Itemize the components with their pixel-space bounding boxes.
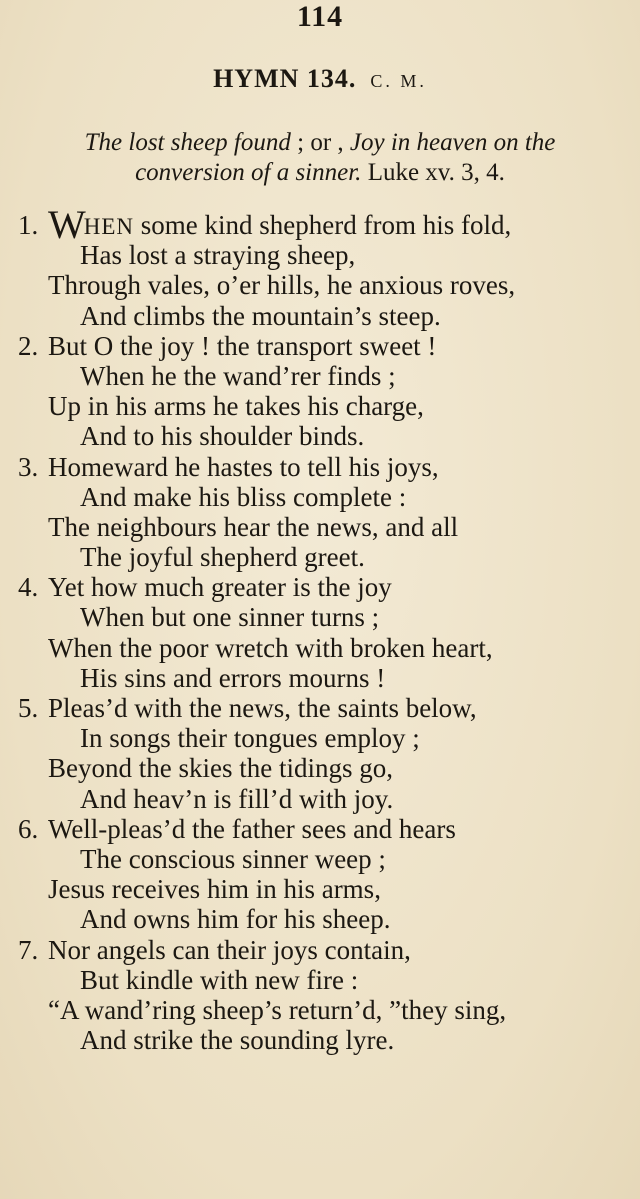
subtitle-reference: Luke xv. 3, 4. — [361, 159, 505, 186]
hymn-title — [0, 64, 640, 94]
verse-line: And climbs the mountain’s steep. — [80, 300, 441, 331]
verses — [0, 202, 640, 1056]
verse-line: Up in his arms he takes his charge, — [48, 391, 424, 422]
verse-5 — [0, 693, 640, 814]
verse-1 — [0, 202, 640, 331]
verse-line: Beyond the skies the tidings go, — [48, 753, 393, 784]
verse-line: Through vales, o’er hills, he anxious roves, — [48, 270, 516, 301]
page-number: 114 — [296, 0, 344, 33]
verse-2 — [0, 331, 640, 452]
verse-line-text: Pleas’d with the news, the saints below, — [48, 693, 477, 723]
verse-number: 4. — [18, 572, 39, 603]
verse-line: The joyful shepherd greet. — [80, 542, 365, 573]
verse-line-text: Yet how much greater is the joy — [48, 572, 392, 603]
verse-line-text: Homeward he hastes to tell his joys, — [48, 451, 439, 482]
subtitle-title-3: conversion of a sinner. — [135, 159, 362, 186]
verse-line-text: But O the joy ! the transport sweet ! — [48, 330, 437, 361]
verse-line: In songs their tongues employ ; — [80, 723, 420, 754]
hymn-title-text: HYMN 134. — [213, 64, 357, 93]
verse-line: But kindle with new fire : — [80, 964, 359, 995]
verse-line — [0, 814, 640, 844]
verse-number: 7. — [18, 934, 39, 965]
verse-line: When but one sinner turns ; — [80, 602, 380, 633]
verse-line: And make his bliss complete : — [80, 481, 407, 512]
verse-line — [0, 452, 640, 482]
verse-3 — [0, 452, 640, 573]
verse-6 — [0, 814, 640, 935]
verse-line — [0, 572, 640, 602]
verse-line: “A wand’ring sheep’s return’d, ”they sing, — [48, 994, 507, 1025]
verse-line-text: Nor angels can their joys contain, — [48, 934, 411, 965]
verse-number: 3. — [18, 451, 39, 482]
verse-4 — [0, 572, 640, 693]
verse-line — [0, 935, 640, 965]
verse-line: And owns him for his sheep. — [80, 904, 391, 935]
verse-line: And strike the sounding lyre. — [80, 1025, 395, 1056]
verse-number: 1. — [18, 210, 39, 240]
hymn-subtitle — [22, 128, 618, 188]
verse-7 — [0, 935, 640, 1056]
subtitle-separator: ; or , — [290, 129, 350, 156]
verse-line: When the poor wretch with broken heart, — [48, 632, 493, 663]
verse-line — [0, 331, 640, 361]
small-caps-text: HEN — [83, 214, 135, 239]
subtitle-title-2: Joy in heaven on the — [349, 129, 556, 156]
hymn-meter: C. M. — [370, 71, 427, 91]
verse-line — [0, 693, 640, 723]
verse-line: The conscious sinner weep ; — [80, 843, 386, 874]
verse-number: 5. — [18, 693, 39, 723]
verse-line-text: some kind shepherd from his fold, — [134, 210, 512, 240]
subtitle-title-1: The lost sheep found — [84, 129, 291, 156]
verse-line — [0, 202, 640, 247]
verse-line: When he the wand’rer finds ; — [80, 360, 396, 391]
drop-cap: W — [48, 202, 84, 247]
verse-line: And heav’n is fill’d with joy. — [80, 783, 394, 814]
verse-line: His sins and errors mourns ! — [80, 662, 386, 693]
verse-line: And to his shoulder binds. — [80, 421, 365, 452]
verse-number: 6. — [18, 813, 39, 844]
verse-line: Has lost a straying sheep, — [80, 240, 356, 271]
verse-line-text: Well-pleas’d the father sees and hears — [48, 813, 456, 844]
verse-line: Jesus receives him in his arms, — [48, 874, 381, 905]
verse-number: 2. — [18, 330, 39, 361]
verse-line: The neighbours hear the news, and all — [48, 511, 459, 542]
